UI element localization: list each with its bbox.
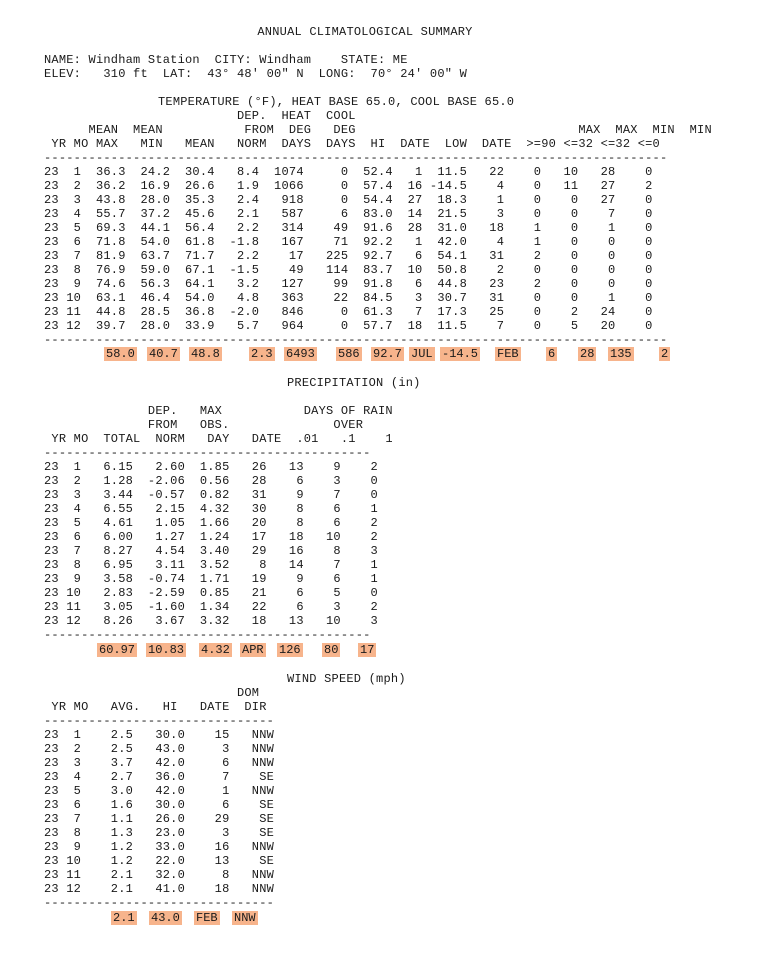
wind-separator-top: -------------------------------	[44, 714, 275, 728]
temperature-separator-top: ------------------------------------------------------------------------------------	[44, 151, 668, 165]
precip-total-max-date: APR	[242, 643, 264, 657]
temperature-row: 23 1 36.3 24.2 30.4 8.4 1074 0 52.4 1 11.5 22 0 10 28 0	[44, 165, 653, 179]
wind-row: 23 2 2.5 43.0 3 NNW	[44, 742, 275, 756]
wind-header-line-1: DOM	[44, 686, 260, 700]
temperature-heading: TEMPERATURE (°F), HEAT BASE 65.0, COOL BASE 65.0	[158, 95, 515, 109]
precipitation-separator-top: --------------------------------------------	[44, 446, 371, 460]
precip-total-days-one-inch: 17	[360, 643, 375, 657]
temperature-header-line-2: MEAN MEAN FROM DEG DEG MAX MAX MIN MIN	[44, 123, 712, 137]
precip-total-total: 60.97	[99, 643, 136, 657]
precipitation-row: 23 5 4.61 1.05 1.66 20 8 6 2	[44, 516, 378, 530]
precipitation-row: 23 11 3.05 -1.60 1.34 22 6 3 2	[44, 600, 378, 614]
temperature-row: 23 2 36.2 16.9 26.6 1.9 1066 0 57.4 16 -14.5 4 0 11 27 2	[44, 179, 653, 193]
wind-row: 23 4 2.7 36.0 7 SE	[44, 770, 275, 784]
precipitation-row: 23 10 2.83 -2.59 0.85 21 6 5 0	[44, 586, 378, 600]
temp-total-low: -14.5	[442, 347, 479, 361]
temp-total-max-le-32: 28	[580, 347, 595, 361]
wind-total-dom-dir: NNW	[234, 911, 256, 925]
wind-total-date: FEB	[196, 911, 218, 925]
temperature-header-line-3: YR MO MAX MIN MEAN NORM DAYS DAYS HI DATE LOW DATE >=90 <=32 <=32 <=0	[44, 137, 660, 151]
temp-total-mean-min: 40.7	[149, 347, 178, 361]
precipitation-row: 23 12 8.26 3.67 3.32 18 13 10 3	[44, 614, 378, 628]
temp-total-heat-deg-days: 6493	[286, 347, 315, 361]
temp-total-min-le-0: 2	[661, 347, 669, 361]
precipitation-row: 23 7 8.27 4.54 3.40 29 16 8 3	[44, 544, 378, 558]
temperature-row: 23 12 39.7 28.0 33.9 5.7 964 0 57.7 18 11.5 7 0 5 20 0	[44, 319, 653, 333]
wind-row: 23 5 3.0 42.0 1 NNW	[44, 784, 275, 798]
wind-total-avg: 2.1	[113, 911, 135, 925]
temperature-separator-bottom: ------------------------------------------------------------------------------------	[44, 333, 668, 347]
precipitation-row: 23 4 6.55 2.15 4.32 30 8 6 1	[44, 502, 378, 516]
wind-heading: WIND SPEED (mph)	[287, 672, 406, 686]
precipitation-separator-bottom: --------------------------------------------	[44, 628, 371, 642]
wind-row: 23 3 3.7 42.0 6 NNW	[44, 756, 275, 770]
precipitation-header-line-1: DEP. MAX DAYS OF RAIN	[44, 404, 393, 418]
temperature-row: 23 8 76.9 59.0 67.1 -1.5 49 114 83.7 10 50.8 2 0 0 0 0	[44, 263, 653, 277]
temp-total-mean-max: 58.0	[106, 347, 135, 361]
station-info-line-2: ELEV: 310 ft LAT: 43° 48' 00" N LONG: 70° 24' 00" W	[44, 67, 468, 81]
precipitation-row: 23 1 6.15 2.60 1.85 26 13 9 2	[44, 460, 378, 474]
wind-row: 23 10 1.2 22.0 13 SE	[44, 854, 275, 868]
wind-row: 23 8 1.3 23.0 3 SE	[44, 826, 275, 840]
temperature-row: 23 3 43.8 28.0 35.3 2.4 918 0 54.4 27 18.3 1 0 0 27 0	[44, 193, 653, 207]
wind-total-hi: 43.0	[151, 911, 180, 925]
precip-total-max-obs-day: 4.32	[201, 643, 230, 657]
precipitation-heading: PRECIPITATION (in)	[287, 376, 421, 390]
precip-total-days-1: 80	[324, 643, 339, 657]
temperature-header-line-1: DEP. HEAT COOL	[44, 109, 356, 123]
temperature-row: 23 9 74.6 56.3 64.1 3.2 127 99 91.8 6 44.8 23 2 0 0 0	[44, 277, 653, 291]
wind-row: 23 6 1.6 30.0 6 SE	[44, 798, 275, 812]
temp-total-mean: 48.8	[191, 347, 220, 361]
precipitation-row: 23 3 3.44 -0.57 0.82 31 9 7 0	[44, 488, 378, 502]
wind-header-line-2: YR MO AVG. HI DATE DIR	[44, 700, 267, 714]
wind-row: 23 12 2.1 41.0 18 NNW	[44, 882, 275, 896]
temperature-row: 23 5 69.3 44.1 56.4 2.2 314 49 91.6 28 31.0 18 1 0 1 0	[44, 221, 653, 235]
precipitation-row: 23 9 3.58 -0.74 1.71 19 9 6 1	[44, 572, 378, 586]
precipitation-header-line-2: FROM OBS. OVER	[44, 418, 364, 432]
wind-row: 23 7 1.1 26.0 29 SE	[44, 812, 275, 826]
station-info-line-1: NAME: Windham Station CITY: Windham STATE: ME	[44, 53, 408, 67]
wind-row: 23 11 2.1 32.0 8 NNW	[44, 868, 275, 882]
wind-row: 23 9 1.2 33.0 16 NNW	[44, 840, 275, 854]
precipitation-row: 23 2 1.28 -2.06 0.56 28 6 3 0	[44, 474, 378, 488]
wind-separator-bottom: -------------------------------	[44, 896, 275, 910]
report-title: ANNUAL CLIMATOLOGICAL SUMMARY	[257, 25, 473, 39]
temp-total-hi-date: JUL	[411, 347, 433, 361]
temperature-row: 23 4 55.7 37.2 45.6 2.1 587 6 83.0 14 21.5 3 0 0 7 0	[44, 207, 653, 221]
temperature-row: 23 7 81.9 63.7 71.7 2.2 17 225 92.7 6 54.1 31 2 0 0 0	[44, 249, 653, 263]
precip-total-dep-norm: 10.83	[148, 643, 185, 657]
precipitation-row: 23 6 6.00 1.27 1.24 17 18 10 2	[44, 530, 378, 544]
temperature-row: 23 6 71.8 54.0 61.8 -1.8 167 71 92.2 1 42.0 4 1 0 0 0	[44, 235, 653, 249]
wind-row: 23 1 2.5 30.0 15 NNW	[44, 728, 275, 742]
temp-total-hi: 92.7	[373, 347, 402, 361]
precipitation-row: 23 8 6.95 3.11 3.52 8 14 7 1	[44, 558, 378, 572]
precipitation-header-line-3: YR MO TOTAL NORM DAY DATE .01 .1 1	[44, 432, 393, 446]
temp-total-low-date: FEB	[497, 347, 519, 361]
temp-total-min-le-32: 135	[610, 347, 632, 361]
temp-total-cool-deg-days: 586	[338, 347, 360, 361]
precip-total-days-01: 126	[279, 643, 301, 657]
temp-total-max-ge-90: 6	[548, 347, 556, 361]
temp-total-dep-norm: 2.3	[251, 347, 273, 361]
temperature-row: 23 10 63.1 46.4 54.0 4.8 363 22 84.5 3 30.7 31 0 0 1 0	[44, 291, 653, 305]
temperature-row: 23 11 44.8 28.5 36.8 -2.0 846 0 61.3 7 17.3 25 0 2 24 0	[44, 305, 653, 319]
